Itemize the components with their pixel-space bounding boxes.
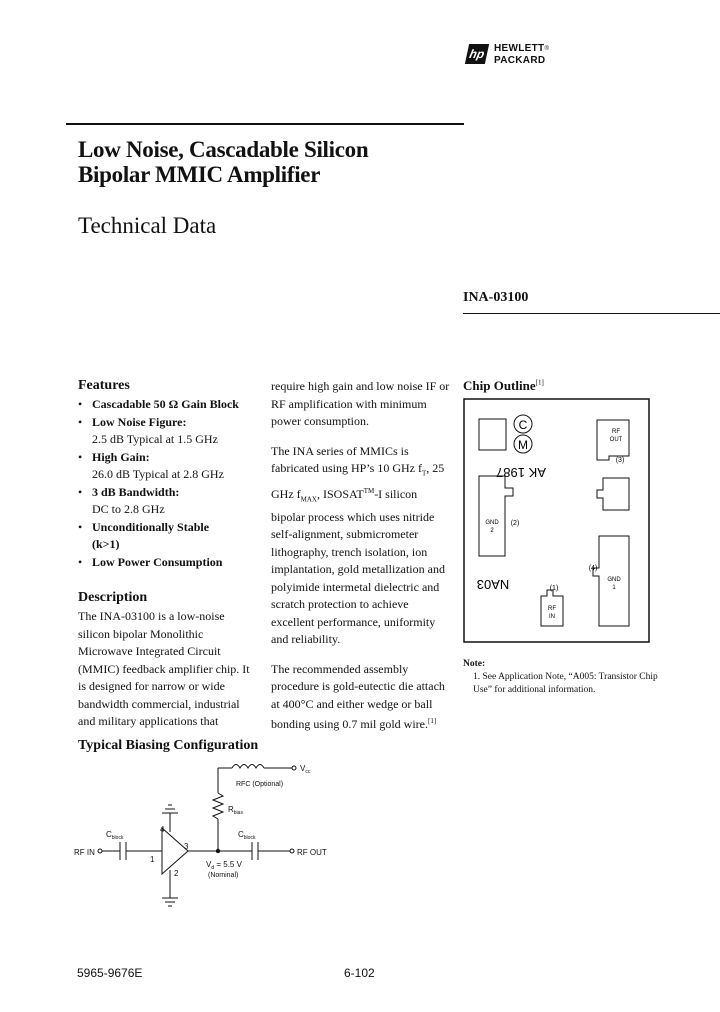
title-line-1: Low Noise, Cascadable Silicon	[78, 137, 369, 162]
rf-in-label: RF IN	[74, 848, 95, 857]
mirrored-id-text: NA03	[476, 577, 510, 592]
gnd2-label-2: 2	[490, 528, 494, 534]
amplifier-symbol	[162, 828, 188, 874]
vcc-terminal	[292, 766, 296, 770]
nominal-label: (Nominal)	[208, 872, 239, 879]
title-rule	[66, 123, 464, 125]
note-heading: Note:	[463, 659, 486, 669]
rf-out-label: RF OUT	[297, 848, 327, 857]
feature-item: • Low Power Consumption	[78, 554, 268, 571]
features-list	[78, 396, 268, 572]
mirrored-year-text: AK 1987	[496, 465, 546, 480]
pin1-label: (1)	[549, 585, 559, 592]
mmic-para-2: The INA series of MMICs is fabricated using HP’s 10 GHz $f_T$, 25 GHz $f_{MAX}$, ISOSAT™-I silicon bipolar process which uses nitride self-alignment, submicrometer lithography, trench isolation, ion implantation, gold metallization and polyimide intermetal dielectric and scratch protection to achieve excellent performance, uniformity and reliability.	[271, 443, 445, 647]
brand-line-2: PACKARD	[494, 55, 546, 66]
rf-in-label-1: RF	[548, 606, 556, 612]
biasing-heading: Typical Biasing Configuration	[78, 738, 259, 753]
vcc-label: $V_{cc}$	[300, 764, 311, 775]
features-heading: Features	[78, 378, 130, 393]
rfc-inductor	[232, 765, 264, 769]
description-text: The INA-03100 is a low-noise silicon bipolar Monolithic Microwave Integrated Circuit (MMIC) feedback amplifier chip. It is designed for narrow or wide bandwidth commercial, industrial and military applications that	[78, 609, 250, 728]
pin4-label: 4	[160, 825, 165, 834]
rf-in-terminal	[98, 849, 102, 853]
rbias-label: $R_{bias}$	[228, 805, 243, 816]
feature-item: • High Gain: 26.0 dB Typical at 2.8 GHz	[78, 449, 268, 483]
feature-item: • Low Noise Figure: 2.5 dB Typical at 1.5 GHz	[78, 414, 268, 448]
part-number-rule	[463, 313, 720, 314]
pin4-label: (4)	[588, 565, 598, 572]
pin1-label: 1	[150, 855, 155, 864]
middle-column	[271, 378, 453, 734]
rfc-label: RFC (Optional)	[236, 781, 284, 788]
mmic-para-1: require high gain and low noise IF or RF amplification with minimum power consumption.	[271, 379, 450, 428]
title-line-2: Bipolar MMIC Amplifier	[78, 162, 321, 187]
biasing-schematic	[70, 758, 340, 913]
note-text: 1. See Application Note, “A005: Transistor Chip Use” for additional information.	[473, 672, 658, 695]
pin2-label: (2)	[510, 520, 520, 527]
rbias-resistor	[213, 793, 223, 819]
gnd2-label-1: GND	[485, 520, 499, 526]
c-mark-text: C	[518, 418, 528, 432]
m-mark-text: M	[518, 438, 528, 452]
chip-pad-top-left	[479, 419, 506, 450]
pin3-label: (3)	[615, 457, 625, 464]
chip-pad-right-middle	[597, 478, 629, 510]
brand-line-1: HEWLETT	[494, 43, 545, 54]
cblock-in-label: $C_{block}$	[106, 830, 124, 841]
chip-outline-diagram	[463, 398, 650, 643]
vd-node	[216, 849, 220, 853]
note-block	[463, 658, 673, 697]
gnd1-label-2: 1	[612, 585, 616, 591]
description-heading: Description	[78, 590, 148, 605]
rf-out-label-1: RF	[612, 429, 620, 435]
feature-item: • Unconditionally Stable (k>1)	[78, 519, 268, 553]
rf-out-terminal	[290, 849, 294, 853]
hp-logo-mark: hp	[465, 44, 489, 64]
trademark-mark: ®	[544, 46, 550, 52]
mmic-para-3: The recommended assembly procedure is gold-eutectic die attach at 400°C and either wedge or ball bonding using 0.7 mil gold wire.[1]	[271, 661, 445, 732]
rf-out-label-2: OUT	[609, 437, 623, 443]
gnd2-pad	[479, 476, 513, 556]
doc-number: 5965-9676E	[77, 966, 143, 980]
hp-logo	[465, 42, 575, 68]
pin2-label: 2	[174, 869, 179, 878]
feature-item: • Cascadable 50 Ω Gain Block	[78, 396, 268, 413]
part-number: INA-03100	[463, 290, 529, 305]
pin3-label: 3	[184, 842, 189, 851]
feature-item: • 3 dB Bandwidth: DC to 2.8 GHz	[78, 484, 268, 518]
page-number: 6-102	[344, 966, 375, 980]
page-title	[78, 137, 498, 187]
rf-in-label-2: IN	[549, 614, 555, 620]
gnd1-label-1: GND	[607, 577, 621, 583]
cblock-out-label: $C_{block}$	[238, 830, 256, 841]
vd-label: $V_d = 5.5$ V	[206, 860, 242, 871]
page-subtitle: Technical Data	[78, 213, 217, 238]
chip-outline-heading: Chip Outline[1]	[463, 378, 544, 393]
